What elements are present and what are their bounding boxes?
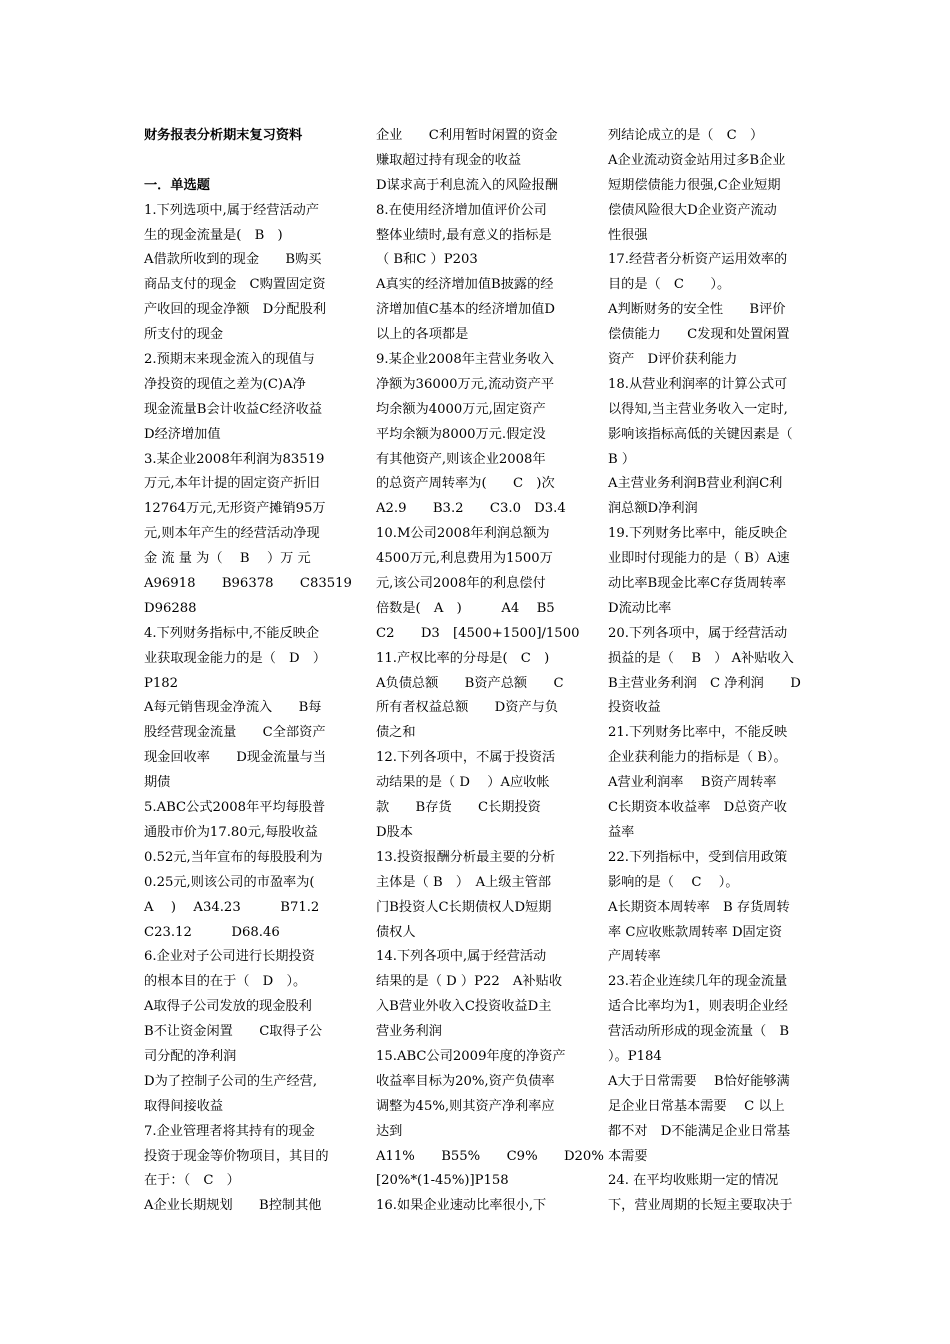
text-line: D谋求高于利息流入的风险报酬 <box>376 177 559 193</box>
text-line: 门B投资人C长期债权人D短期 <box>376 899 552 915</box>
text-line: C23.12 D68.46 <box>144 924 280 940</box>
text-line: 产周转率 <box>608 949 661 965</box>
text-line: 万元,本年计提的固定资产折旧 <box>144 476 320 492</box>
text-line: 0.25元,则该公司的市盈率为( <box>144 874 315 890</box>
text-line: 以上的各项都是 <box>376 327 469 343</box>
text-line: 2.预期末来现金流入的现值与 <box>144 352 315 368</box>
text-line: 产收回的现金净额 D分配股利 <box>144 302 327 318</box>
text-line: 投资收益 <box>608 700 661 716</box>
text-line: 足企业日常基本需要 C 以上 <box>608 1098 785 1114</box>
text-line: A11% B55% C9% D20% <box>376 1148 604 1164</box>
text-line: A负债总额 B资产总额 C <box>376 675 564 691</box>
text-line: 16.如果企业速动比率很小,下 <box>376 1198 547 1214</box>
text-line: 适合比率均为1，则表明企业经 <box>608 999 788 1015</box>
text-line: C2 D3 [4500+1500]/1500 <box>376 625 580 641</box>
text-line: 取得间接收益 <box>144 1098 224 1114</box>
text-line: 商品支付的现金 C购置固定资 <box>144 277 326 293</box>
text-line: A企业流动资金站用过多B企业 <box>608 152 786 168</box>
document-title: 财务报表分析期末复习资料 <box>144 128 303 143</box>
text-line: 润总额D净利润 <box>608 501 698 517</box>
text-line: 5.ABC公式2008年平均每股普 <box>144 800 326 816</box>
text-line: A2.9 B3.2 C3.0 D3.4 <box>376 501 566 517</box>
text-line: 期债 <box>144 775 171 791</box>
column-middle <box>376 124 604 1219</box>
text-line: 投资于现金等价物项目，其目的 <box>144 1148 329 1164</box>
text-line: A营业利润率 B资产周转率 <box>608 775 777 791</box>
text-line: ）。P184 <box>608 1048 662 1064</box>
text-line: 24. 在平均收账期一定的情况 <box>608 1173 779 1189</box>
text-line: 所有者权益总额 D资产与负 <box>376 700 559 716</box>
text-line: 12764万元,无形资产摊销95万 <box>144 501 326 517</box>
text-line: 所支付的现金 <box>144 327 224 343</box>
text-line: D为了控制子公司的生产经营, <box>144 1073 318 1089</box>
text-line: 元,该公司2008年的利息偿付 <box>376 576 546 592</box>
text-line: 列结论成立的是（ C ） <box>608 128 764 143</box>
text-line: 偿债能力 C发现和处置闲置 <box>608 327 790 343</box>
text-line: A取得子公司发放的现金股利 <box>144 999 312 1015</box>
text-line: 20.下列各项中，属于经营活动 <box>608 625 788 641</box>
text-line: 企业获利能力的指标是（ B）。 <box>608 750 787 766</box>
text-line: 营业务利润 <box>376 1024 442 1040</box>
text-line: A96918 B96378 C83519 <box>144 576 352 592</box>
text-line: 净投资的现值之差为(C)A净 <box>144 376 306 392</box>
text-line: A长期资本周转率 B 存货周转 <box>608 899 790 915</box>
text-line: 营活动所形成的现金流量（ B <box>608 1024 790 1040</box>
text-line: 0.52元,当年宣布的每股股利为 <box>144 849 323 865</box>
text-line: 倍数是( A ) A4 B5 <box>376 600 555 616</box>
text-line: 率 C应收账款周转率 D固定资 <box>608 924 783 940</box>
text-line: 的总资产周转率为( C )次 <box>376 476 555 492</box>
column-right <box>608 124 806 1219</box>
text-line: 短期偿债能力很强,C企业短期 <box>608 177 781 193</box>
text-line: 4.下列财务指标中,不能反映企 <box>144 625 320 641</box>
text-line: 净额为36000万元,流动资产平 <box>376 376 555 392</box>
text-line: 12.下列各项中，不属于投资活 <box>376 750 556 766</box>
text-line: 资产 D评价获利能力 <box>608 352 738 368</box>
text-line: A借款所收到的现金 B购买 <box>144 252 322 268</box>
text-line: 下，营业周期的长短主要取决于 <box>608 1198 793 1214</box>
spacer <box>144 149 342 174</box>
text-line: 通股市价为17.80元,每股收益 <box>144 824 318 840</box>
text-line: 以得知,当主营业务收入一定时, <box>608 401 788 417</box>
text-line: [20%*(1-45%)]P158 <box>376 1173 509 1189</box>
text-line: 达到 <box>376 1123 403 1139</box>
text-line: 有其他资产,则该企业2008年 <box>376 451 546 467</box>
text-line: 1.下列选项中,属于经营活动产 <box>144 202 320 218</box>
text-line: 4500万元,利息费用为1500万 <box>376 551 553 567</box>
section-heading: 一．单选题 <box>144 177 210 193</box>
text-line: 3.某企业2008年利润为83519 <box>144 451 325 467</box>
text-line: A判断财务的安全性 B评价 <box>608 302 786 318</box>
text-line: 现金回收率 D现金流量与当 <box>144 750 327 766</box>
text-line: 19.下列财务比率中，能反映企 <box>608 526 788 542</box>
text-line: 损益的是（ B ） A补贴收入 <box>608 650 794 666</box>
text-line: B主营业务利润 C 净利润 D <box>608 675 801 691</box>
text-line: 22.下列指标中，受到信用政策 <box>608 849 788 865</box>
text-line: 动比率B现金比率C存货周转率 <box>608 576 787 592</box>
text-line: 影响的是（ C ）。 <box>608 874 739 890</box>
text-line: 现金流量B会计收益C经济收益 <box>144 401 323 417</box>
text-line: 整体业绩时,最有意义的指标是 <box>376 227 552 243</box>
text-line: 23.若企业连续几年的现金流量 <box>608 974 788 990</box>
text-line: 业获取现金能力的是（ D ） <box>144 650 327 666</box>
text-line: 性很强 <box>608 227 648 243</box>
text-line: 款 B存货 C长期投资 <box>376 800 541 816</box>
text-line: B ） <box>608 451 636 467</box>
text-line: 企业 C利用暂时闲置的资金 <box>376 128 558 143</box>
text-line: A主营业务利润B营业利润C利 <box>608 476 783 492</box>
text-line: 都不对 D不能满足企业日常基 <box>608 1123 791 1139</box>
text-line: 17.经营者分析资产运用效率的 <box>608 252 788 268</box>
text-line: 司分配的净利润 <box>144 1048 237 1064</box>
text-line: 股经营现金流量 C全部资产 <box>144 725 326 741</box>
text-line: A大于日常需要 B恰好能够满 <box>608 1073 790 1089</box>
text-line: 债权人 <box>376 924 416 940</box>
text-line: 10.M公司2008年利润总额为 <box>376 526 550 542</box>
text-line: 偿债风险很大D企业资产流动 <box>608 202 777 218</box>
column-left <box>144 124 352 1219</box>
text-line: A每元销售现金净流入 B每 <box>144 700 322 716</box>
text-line: 益率 <box>608 824 635 840</box>
text-line: 本需要 <box>608 1148 648 1164</box>
text-line: 13.投资报酬分析最主要的分析 <box>376 849 556 865</box>
column-right-body <box>608 124 806 1219</box>
text-line: 平均余额为8000万元.假定没 <box>376 426 546 442</box>
text-line: D96288 <box>144 600 197 616</box>
text-line: 的根本目的在于（ D ）。 <box>144 974 307 990</box>
text-line: 赚取超过持有现金的收益 <box>376 152 522 168</box>
text-line: A ) A34.23 B71.2 <box>144 899 320 915</box>
text-line: A企业长期规划 B控制其他 <box>144 1198 322 1214</box>
text-line: 债之和 <box>376 725 416 741</box>
text-line: 济增加值C基本的经济增加值D <box>376 302 555 318</box>
text-line: 11.产权比率的分母是( C ) <box>376 650 550 666</box>
text-line: 动结果的是（ D ）A应收帐 <box>376 775 550 791</box>
text-line: 15.ABC公司2009年度的净资产 <box>376 1048 566 1064</box>
text-line: 金 流 量 为（ B ）万 元 <box>144 551 311 567</box>
text-line: 在于：（ C ） <box>144 1173 240 1189</box>
column-left-body <box>144 199 352 1220</box>
text-line: 元,则本年产生的经营活动净现 <box>144 526 320 542</box>
text-line: 结果的是（ D ）P22 A补贴收 <box>376 974 563 990</box>
text-line: 18.从营业利润率的计算公式可 <box>608 376 788 392</box>
text-line: C长期资本收益率 D总资产收 <box>608 800 787 816</box>
column-middle-body <box>376 124 604 1219</box>
text-line: 收益率目标为20%,资产负债率 <box>376 1073 555 1089</box>
text-line: 14.下列各项中,属于经营活动 <box>376 949 547 965</box>
text-line: D流动比率 <box>608 600 672 616</box>
text-line: （ B和C ）P203 <box>376 252 478 268</box>
text-line: 主体是（ B ） A上级主管部 <box>376 874 552 890</box>
text-line: 9.某企业2008年主营业务收入 <box>376 352 555 368</box>
text-line: 均余额为4000万元,固定资产 <box>376 401 546 417</box>
text-line: 21.下列财务比率中，不能反映 <box>608 725 788 741</box>
text-line: A真实的经济增加值B披露的经 <box>376 277 554 293</box>
text-line: 调整为45%,则其资产净利率应 <box>376 1098 555 1114</box>
text-line: 入B营业外收入C投资收益D主 <box>376 999 552 1015</box>
text-line: B不让资金闲置 C取得子公 <box>144 1024 323 1040</box>
text-line: 目的是（ C ）。 <box>608 277 731 293</box>
text-line: 生的现金流量是( B ) <box>144 227 283 243</box>
text-line: 7.企业管理者将其持有的现金 <box>144 1123 315 1139</box>
text-line: 业即时付现能力的是（ B）A速 <box>608 551 790 567</box>
text-line: P182 <box>144 675 179 691</box>
text-line: 影响该指标高低的关键因素是（ <box>608 426 793 442</box>
text-line: D股本 <box>376 824 413 840</box>
text-line: D经济增加值 <box>144 426 221 442</box>
text-line: 6.企业对子公司进行长期投资 <box>144 949 315 965</box>
text-line: 8.在使用经济增加值评价公司 <box>376 202 547 218</box>
